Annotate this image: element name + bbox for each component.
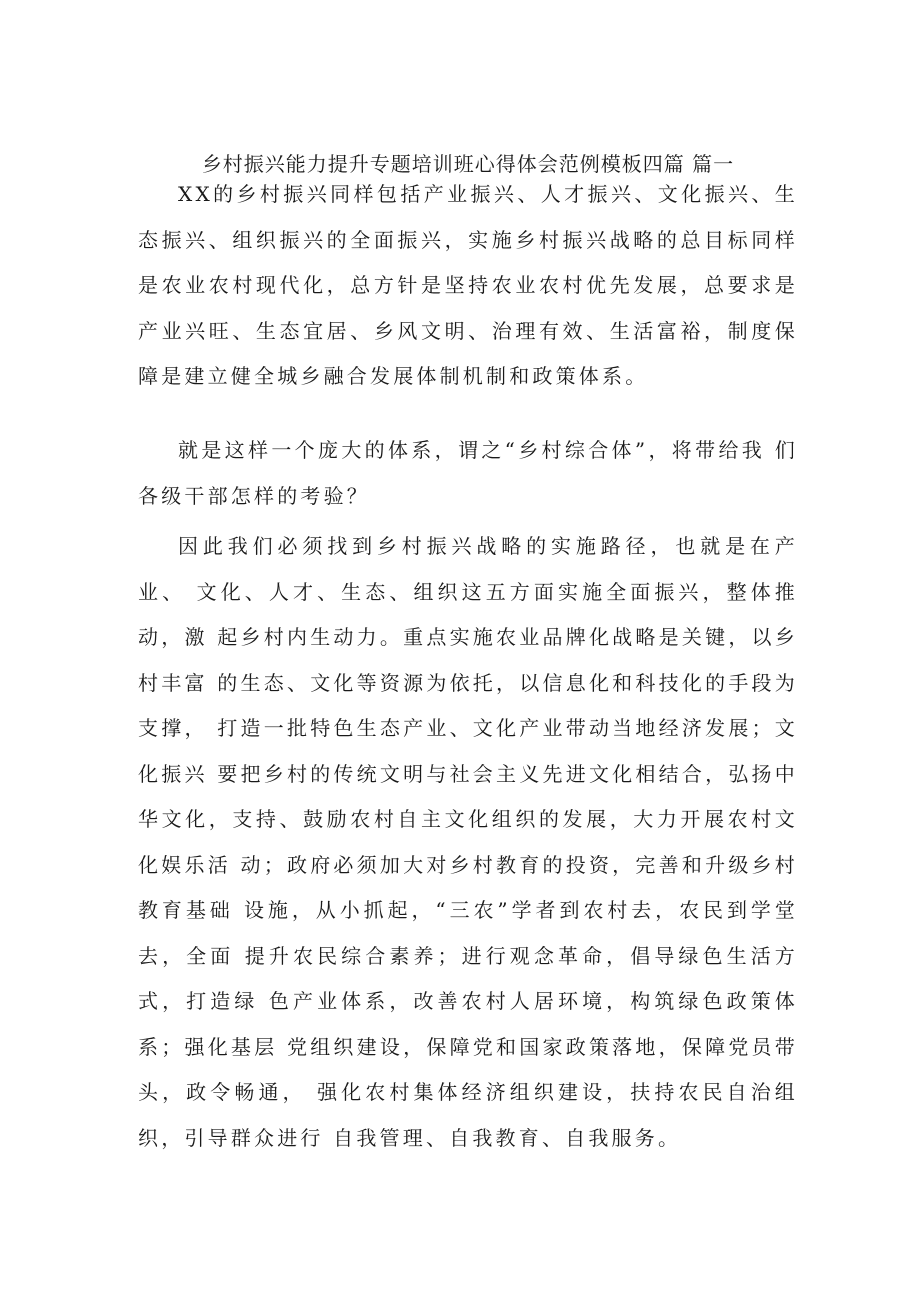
document-title: 乡村振兴能力提升专题培训班心得体会范例模板四篇 篇一	[201, 152, 735, 176]
paragraph-3: 因此我们必须找到乡村振兴战略的实施路径，也就是在产业、 文化、人才、生态、组织这五方面实施全面振兴，整体推动，激 起乡村内生动力。重点实施农业品牌化战略是关键，以乡村丰富 的生态、文化等资源为依托，以信息化和科技化的手段为支撑， 打造一批特色生态产业、文化产业带动当地经济发展；文化振兴 要把乡村的传统文明与社会主义先进文化相结合，弘扬中华文化，支持、鼓励农村自主文化组织的发展，大力开展农村文化娱乐活 动；政府必须加大对乡村教育的投资，完善和升级乡村教育基础 设施，从小抓起，“三农”学者到农村去，农民到学堂去，全面 提升农民综合素养；进行观念革命，倡导绿色生活方式，打造绿 色产业体系，改善农村人居环境，构筑绿色政策体系；强化基层 党组织建设，保障党和国家政策落地，保障党员带头，政令畅通， 强化农村集体经济组织建设，扶持农民自治组织，引导群众进行 自我管理、自我教育、自我服务。	[138, 534, 798, 1150]
paragraph-1: XX的乡村振兴同样包括产业振兴、人才振兴、文化振兴、生 态振兴、组织振兴的全面振兴，实施乡村振兴战略的总目标同样 是农业农村现代化，总方针是坚持农业农村优先发展，总要求是 产业兴旺、生态宜居、乡风文明、治理有效、生活富裕，制度保 障是建立健全城乡融合发展体制机制和政策体系。	[138, 182, 798, 388]
paragraph-2: 就是这样一个庞大的体系，谓之“乡村综合体”，将带给我 们各级干部怎样的考验？	[138, 438, 798, 508]
